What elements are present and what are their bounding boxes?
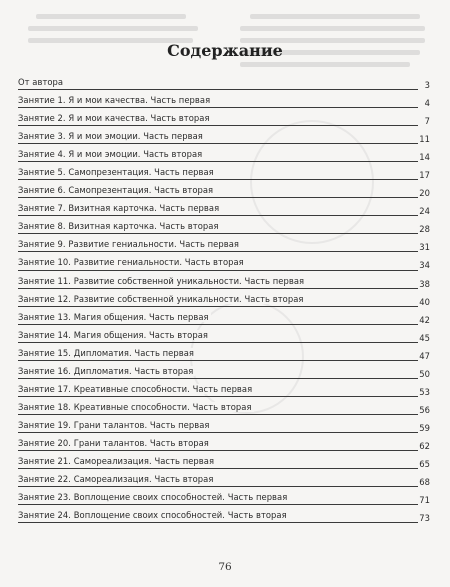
toc-entry-title: Занятие 16. Дипломатия. Часть вторая bbox=[18, 365, 194, 376]
toc-entry bbox=[16, 182, 430, 200]
toc-entry-page: 71 bbox=[419, 495, 430, 506]
toc-entry-title: Занятие 21. Самореализация. Часть первая bbox=[18, 455, 215, 466]
toc-entry-title: Занятие 13. Магия общения. Часть первая bbox=[18, 311, 209, 322]
toc-leader-line bbox=[18, 306, 418, 307]
toc-entry bbox=[16, 92, 430, 110]
toc-entry bbox=[16, 489, 430, 507]
toc-entry-page: 17 bbox=[419, 170, 430, 181]
toc-entry-page: 34 bbox=[419, 260, 430, 271]
toc-entry-title: Занятие 5. Самопрезентация. Часть первая bbox=[18, 167, 214, 178]
toc-leader-line bbox=[18, 143, 418, 144]
toc-leader-line bbox=[18, 324, 418, 325]
toc-entry bbox=[16, 218, 430, 236]
toc-entry bbox=[16, 110, 430, 128]
toc-entry-page: 20 bbox=[419, 188, 430, 199]
toc-entry-page: 3 bbox=[424, 80, 430, 90]
toc-entry bbox=[16, 200, 430, 218]
toc-entry bbox=[16, 236, 430, 254]
toc-leader-line bbox=[18, 468, 418, 469]
toc-entry-title: Занятие 18. Креативные способности. Часть вторая bbox=[18, 401, 252, 412]
toc-entry bbox=[16, 381, 430, 399]
toc-leader-line bbox=[18, 396, 418, 397]
toc-entry bbox=[16, 435, 430, 453]
toc-leader-line bbox=[18, 125, 418, 126]
toc-leader-line bbox=[18, 522, 418, 523]
toc-entry-title: Занятие 3. Я и мои эмоции. Часть первая bbox=[18, 131, 203, 142]
toc-leader-line bbox=[18, 360, 418, 361]
toc-leader-line bbox=[18, 215, 418, 216]
toc-entry-title: Занятие 8. Визитная карточка. Часть вторая bbox=[18, 221, 219, 232]
toc-entry-page: 42 bbox=[419, 314, 430, 325]
toc-entry-page: 14 bbox=[419, 152, 430, 163]
toc-entry-title: Занятие 6. Самопрезентация. Часть вторая bbox=[18, 185, 214, 196]
toc-entry-page: 50 bbox=[419, 368, 430, 379]
toc-entry-page: 53 bbox=[419, 386, 430, 397]
toc-entry-page: 7 bbox=[424, 116, 430, 127]
toc-entry bbox=[16, 309, 430, 327]
toc-entry-title: Занятие 17. Креативные способности. Часть первая bbox=[18, 383, 253, 394]
toc-entry-page: 45 bbox=[419, 332, 430, 343]
table-of-contents bbox=[16, 74, 430, 525]
toc-leader-line bbox=[18, 197, 418, 198]
toc-entry-page: 11 bbox=[419, 134, 430, 145]
toc-entry-title: Занятие 20. Грани талантов. Часть вторая bbox=[18, 437, 209, 448]
toc-entry-title: Занятие 11. Развитие собственной уникальности. Часть первая bbox=[18, 275, 305, 286]
toc-entry-page: 4 bbox=[424, 98, 430, 109]
toc-leader-line bbox=[18, 161, 418, 162]
toc-entry bbox=[16, 327, 430, 345]
toc-entry-page: 31 bbox=[419, 242, 430, 253]
toc-entry-page: 59 bbox=[419, 422, 430, 433]
toc-entry-title: Занятие 22. Самореализация. Часть вторая bbox=[18, 474, 214, 485]
toc-entry-page: 56 bbox=[419, 404, 430, 415]
toc-entry-title: Занятие 23. Воплощение своих способностей. Часть первая bbox=[18, 492, 288, 503]
toc-entry-page: 40 bbox=[419, 296, 430, 307]
toc-entry bbox=[16, 471, 430, 489]
toc-entry-title: Занятие 2. Я и мои качества. Часть вторая bbox=[18, 113, 210, 124]
toc-entry-page: 24 bbox=[419, 206, 430, 217]
toc-entry bbox=[16, 507, 430, 525]
toc-leader-line bbox=[18, 450, 418, 451]
toc-entry-title: Занятие 14. Магия общения. Часть вторая bbox=[18, 329, 208, 340]
toc-entry bbox=[16, 254, 430, 272]
toc-entry bbox=[16, 345, 430, 363]
toc-entry bbox=[16, 399, 430, 417]
toc-entry bbox=[16, 363, 430, 381]
toc-entry-title: Занятие 24. Воплощение своих способностей. Часть вторая bbox=[18, 510, 287, 521]
toc-entry-title: Занятие 7. Визитная карточка. Часть первая bbox=[18, 203, 220, 214]
page-number: 76 bbox=[218, 561, 232, 573]
toc-entry bbox=[16, 453, 430, 471]
toc-entry-title: Занятие 1. Я и мои качества. Часть первая bbox=[18, 95, 211, 106]
toc-leader-line bbox=[18, 270, 418, 271]
toc-entry-page: 73 bbox=[419, 513, 430, 524]
toc-leader-line bbox=[18, 288, 418, 289]
toc-leader-line bbox=[18, 251, 418, 252]
toc-entry bbox=[16, 273, 430, 291]
toc-leader-line bbox=[18, 89, 418, 90]
toc-entry-title: Занятие 15. Дипломатия. Часть первая bbox=[18, 347, 195, 358]
page-title: Содержание bbox=[167, 41, 283, 60]
toc-leader-line bbox=[18, 414, 418, 415]
toc-entry-page: 47 bbox=[419, 350, 430, 361]
toc-entry bbox=[16, 291, 430, 309]
toc-entry bbox=[16, 164, 430, 182]
toc-entry-title: Занятие 10. Развитие гениальности. Часть вторая bbox=[18, 257, 244, 268]
toc-entry-title: Занятие 4. Я и мои эмоции. Часть вторая bbox=[18, 149, 203, 160]
toc-leader-line bbox=[18, 107, 418, 108]
toc-entry-title: Занятие 12. Развитие собственной уникальности. Часть вторая bbox=[18, 293, 304, 304]
toc-entry-page: 38 bbox=[419, 278, 430, 289]
toc-entry-page: 28 bbox=[419, 224, 430, 235]
toc-entry-page: 65 bbox=[419, 458, 430, 469]
toc-leader-line bbox=[18, 342, 418, 343]
toc-entry bbox=[16, 74, 430, 92]
toc-entry-title: Занятие 19. Грани талантов. Часть первая bbox=[18, 419, 210, 430]
toc-leader-line bbox=[18, 179, 418, 180]
toc-entry bbox=[16, 128, 430, 146]
toc-entry-page: 68 bbox=[419, 477, 430, 488]
toc-entry bbox=[16, 417, 430, 435]
toc-entry-title: От автора bbox=[18, 77, 64, 87]
toc-entry-title: Занятие 9. Развитие гениальности. Часть первая bbox=[18, 239, 240, 250]
toc-leader-line bbox=[18, 378, 418, 379]
toc-leader-line bbox=[18, 432, 418, 433]
toc-leader-line bbox=[18, 233, 418, 234]
toc-entry bbox=[16, 146, 430, 164]
toc-entry-page: 62 bbox=[419, 440, 430, 451]
toc-leader-line bbox=[18, 486, 418, 487]
toc-leader-line bbox=[18, 504, 418, 505]
